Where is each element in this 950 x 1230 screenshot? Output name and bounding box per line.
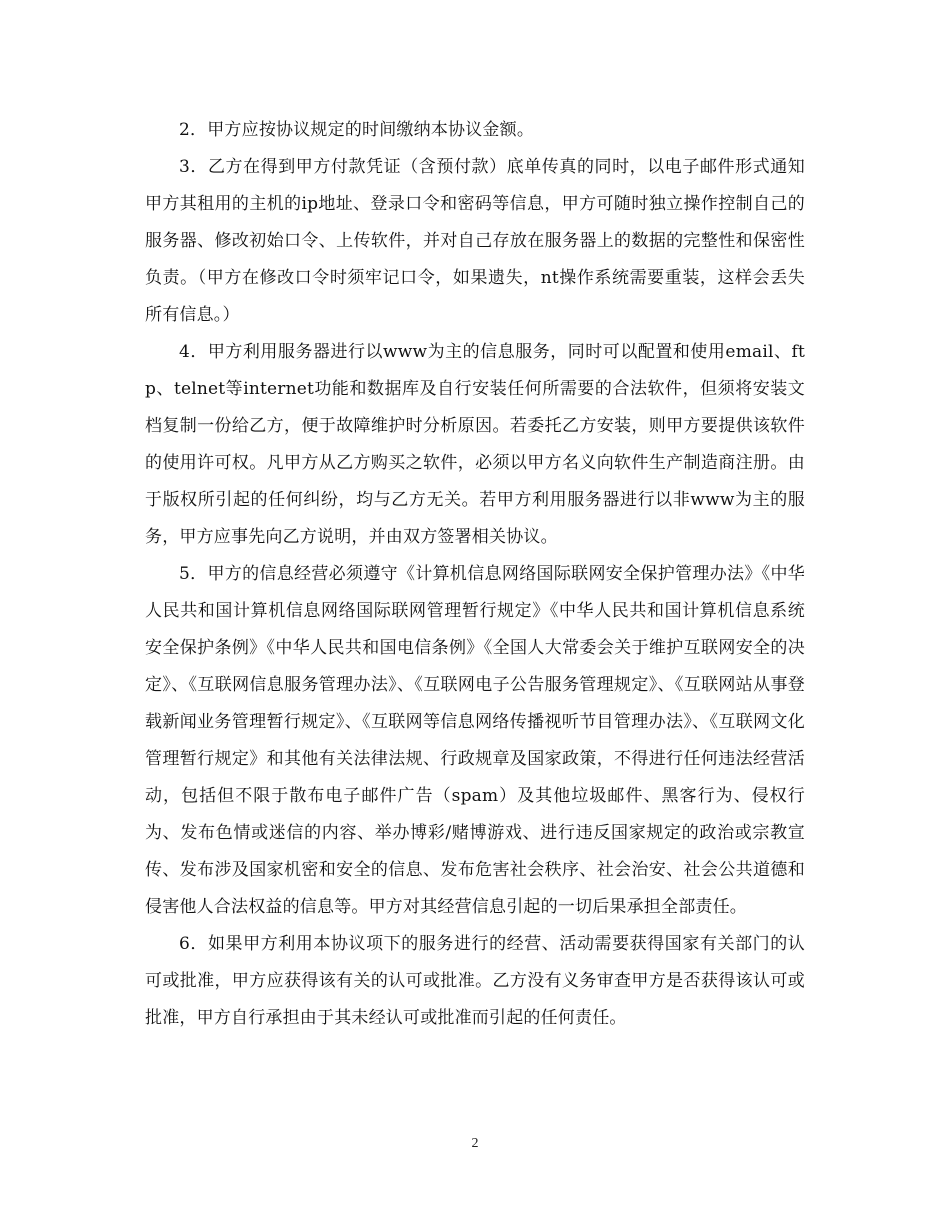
clause-5-paragraph: 5．甲方的信息经营必须遵守《计算机信息网络国际联网安全保护管理办法》《中华人民共和国计算机信息网络国际联网管理暂行规定》《中华人民共和国计算机信息系统安全保护条例》《中华人民共和国电信条例》《全国人大常委会关于维护互联网安全的决定》、《互联网信息服务管理办法》、《互联网电子公告服务管理规定》、《互联网站从事登载新闻业务管理暂行规定》、《互联网等信息网络传播视听节目管理办法》、《互联网文化管理暂行规定》和其他有关法律法规、行政规章及国家政策，不得进行任何违法经营活动，包括但不限于散布电子邮件广告（spam）及其他垃圾邮件、黑客行为、侵权行为、发布色情或迷信的内容、举办博彩/赌博游戏、进行违反国家规定的政治或宗教宣传、发布涉及国家机密和安全的信息、发布危害社会秩序、社会治安、社会公共道德和侵害他人合法权益的信息等。甲方对其经营信息引起的一切后果承担全部责任。 (145, 564, 805, 917)
clause-2-paragraph: 2．甲方应按协议规定的时间缴纳本协议金额。 (179, 120, 535, 140)
page-number: 2 (471, 1136, 479, 1151)
clause-3-paragraph: 3．乙方在得到甲方付款凭证（含预付款）底单传真的同时，以电子邮件形式通知甲方其租用的主机的ip地址、登录口令和密码等信息，甲方可随时独立操作控制自己的服务器、修改初始口令、上传软件，并对自己存放在服务器上的数据的完整性和保密性负责。（甲方在修改口令时须牢记口令，如果遗失，nt操作系统需要重装，这样会丢失所有信息。） (145, 157, 805, 325)
clause-6-paragraph: 6．如果甲方利用本协议项下的服务进行的经营、活动需要获得国家有关部门的认可或批准，甲方应获得该有关的认可或批准。乙方没有义务审查甲方是否获得该认可或批准，甲方自行承担由于其未经认可或批准而引起的任何责任。 (145, 934, 805, 1028)
clause-4-paragraph: 4．甲方利用服务器进行以www为主的信息服务，同时可以配置和使用email、ftp、telnet等internet功能和数据库及自行安装任何所需要的合法软件，但须将安装文档复制一份给乙方，便于故障维护时分析原因。若委托乙方安装，则甲方要提供该软件的使用许可权。凡甲方从乙方购买之软件，必须以甲方名义向软件生产制造商注册。由于版权所引起的任何纠纷，均与乙方无关。若甲方利用服务器进行以非www为主的服务，甲方应事先向乙方说明，并由双方签署相关协议。 (145, 342, 805, 547)
document-body (145, 112, 805, 1037)
